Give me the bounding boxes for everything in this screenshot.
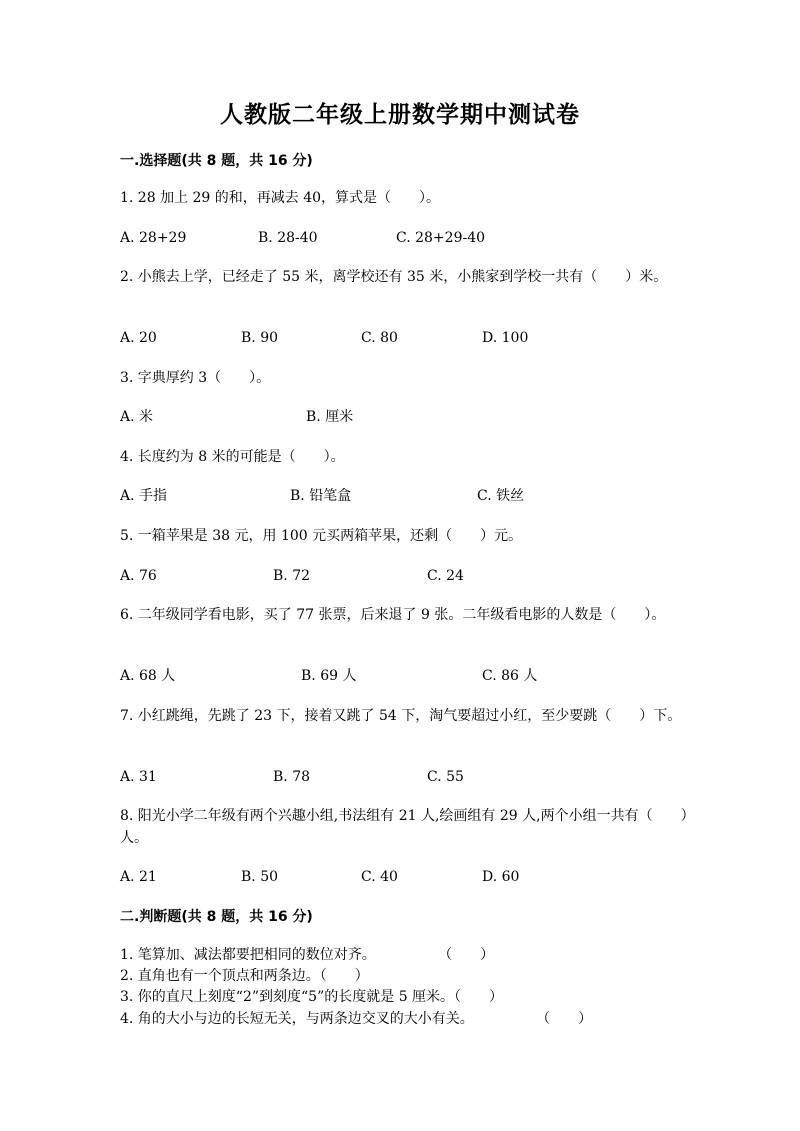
q8-option-a: A. 21 [120, 869, 157, 885]
q8-option-d: D. 60 [482, 869, 520, 885]
q6-option-a: A. 68 人 [120, 668, 176, 684]
q2-option-a: A. 20 [120, 330, 157, 346]
q4-option-c: C. 铁丝 [477, 488, 525, 504]
q7-option-b: B. 78 [273, 769, 311, 785]
judgment-2: 2. 直角也有一个顶点和两条边。（ ） [120, 968, 369, 984]
page-title: 人教版二年级上册数学期中测试卷 [220, 101, 580, 128]
q5-option-a: A. 76 [120, 568, 157, 584]
question-7: 7. 小红跳绳，先跳了 23 下，接着又跳了 54 下，淘气要超过小红，至少要跳（ ）下。 [120, 708, 682, 724]
judgment-1: 1. 笔算加、减法都要把相同的数位对齐。 （ ） [120, 947, 495, 963]
q4-option-a: A. 手指 [120, 488, 168, 504]
q6-option-b: B. 69 人 [301, 668, 357, 684]
q1-option-b: B. 28-40 [258, 230, 318, 246]
judgment-3: 3. 你的直尺上刻度“2”到刻度“5”的长度就是 5 厘米。（ ） [120, 989, 504, 1005]
q8-option-c: C. 40 [361, 869, 398, 885]
q5-option-b: B. 72 [273, 568, 311, 584]
q7-option-c: C. 55 [427, 769, 464, 785]
q5-option-c: C. 24 [427, 568, 464, 584]
judgment-4: 4. 角的大小与边的长短无关，与两条边交叉的大小有关。 （ ） [120, 1011, 593, 1027]
section-heading-judgment: 二.判断题(共 8 题，共 16 分) [120, 909, 313, 925]
q2-option-d: D. 100 [482, 330, 529, 346]
q2-option-b: B. 90 [241, 330, 279, 346]
question-8: 8. 阳光小学二年级有两个兴趣小组,书法组有 21 人,绘画组有 29 人,两个小组一共有（ ）人。 [120, 808, 688, 846]
q1-option-a: A. 28+29 [120, 230, 187, 246]
q1-option-c: C. 28+29-40 [396, 230, 486, 246]
question-4: 4. 长度约为 8 米的可能是（ ）。 [120, 449, 345, 465]
q2-option-c: C. 80 [361, 330, 398, 346]
q6-option-c: C. 86 人 [482, 668, 538, 684]
question-6: 6. 二年级同学看电影，买了 77 张票，后来退了 9 张。二年级看电影的人数是（ ）。 [120, 607, 666, 623]
q3-option-b: B. 厘米 [306, 409, 354, 425]
question-3: 3. 字典厚约 3（ ）。 [120, 370, 271, 386]
question-2: 2. 小熊去上学，已经走了 55 米，离学校还有 35 米，小熊家到学校一共有（ ）米。 [120, 269, 668, 285]
q8-option-b: B. 50 [241, 869, 279, 885]
question-5: 5. 一箱苹果是 38 元，用 100 元买两箱苹果，还剩（ ）元。 [120, 528, 523, 544]
q3-option-a: A. 米 [120, 409, 154, 425]
section-heading-choice: 一.选择题(共 8 题，共 16 分) [120, 153, 313, 169]
q4-option-b: B. 铅笔盒 [290, 488, 352, 504]
question-1: 1. 28 加上 29 的和，再减去 40，算式是（ ）。 [120, 190, 441, 206]
q7-option-a: A. 31 [120, 769, 157, 785]
